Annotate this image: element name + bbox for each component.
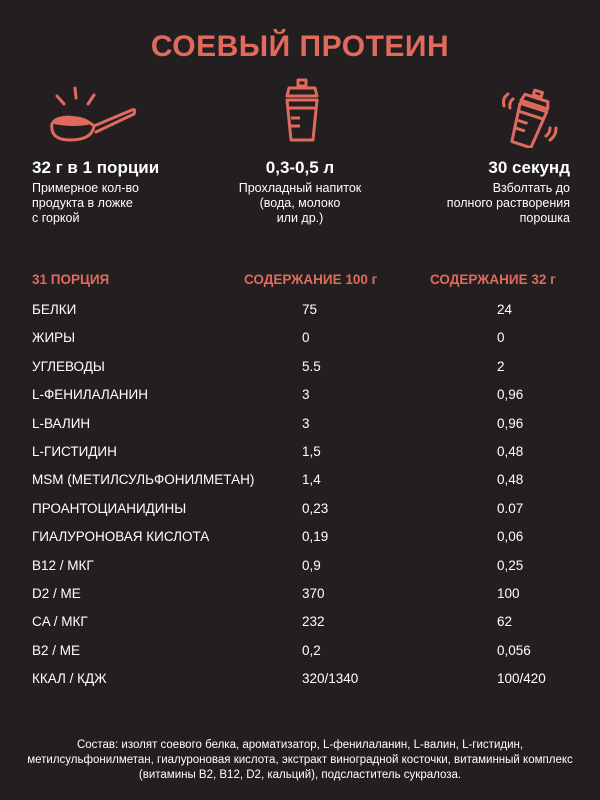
nutrition-table — [32, 268, 572, 693]
liquid-description: Прохладный напиток (вода, молоко или др.) — [238, 181, 362, 225]
value-per-100g: 0,9 — [302, 557, 321, 573]
nutrient-name: L-ВАЛИН — [32, 415, 91, 431]
shaker-icon — [281, 78, 323, 144]
nutrient-name: БЕЛКИ — [32, 302, 77, 317]
value-per-100g: 75 — [302, 302, 318, 317]
nutrient-name: B12 / МКГ — [32, 557, 94, 573]
value-per-32g: 0,96 — [497, 387, 524, 403]
table-row — [32, 580, 572, 608]
value-per-100g: 0,2 — [302, 642, 321, 658]
table-row — [32, 438, 572, 466]
value-per-100g: 3 — [302, 387, 310, 403]
nutrient-name: ПРОАНТОЦИАНИДИНЫ — [32, 500, 187, 516]
nutrient-name: ГИАЛУРОНОВАЯ КИСЛОТА — [32, 529, 210, 545]
composition-text: Состав: изолят соевого белка, ароматизатор, L-фенилаланин, L-валин, L-гистидин, метилсульфонилметан, гиалуроновая кислота, экстракт виноградной косточки, витаминный комплекс (витамины B2, B12, D2, кальций), подсластитель сукралоза. — [27, 739, 573, 781]
shake-description: Взболтать до полного растворения порошка — [446, 181, 570, 225]
portion-info — [32, 158, 159, 226]
value-per-100g: 0 — [302, 330, 310, 346]
value-per-100g: 370 — [302, 585, 325, 601]
nutrient-name: УГЛЕВОДЫ — [32, 358, 105, 374]
value-per-32g: 0,25 — [497, 557, 524, 573]
nutrient-name: MSM (МЕТИЛСУЛЬФОНИЛМЕТАН) — [32, 472, 255, 488]
value-per-32g: 0,48 — [497, 472, 524, 488]
table-row — [32, 353, 572, 381]
value-per-32g: 100 — [497, 585, 520, 601]
value-per-100g: 0,19 — [302, 529, 329, 545]
table-row — [32, 665, 572, 693]
nutrient-name: CA / МКГ — [32, 614, 88, 630]
value-per-100g: 5.5 — [302, 358, 321, 374]
value-per-100g: 0,23 — [302, 500, 329, 516]
table-row — [32, 637, 572, 665]
value-per-32g: 0,96 — [497, 415, 524, 431]
header-portions: 31 ПОРЦИЯ — [32, 272, 110, 287]
shaking-icon — [500, 88, 560, 148]
table-row — [32, 466, 572, 494]
scoop-icon — [48, 86, 138, 144]
nutrient-name: B2 / МЕ — [32, 642, 81, 658]
header-per-32g: СОДЕРЖАНИЕ 32 г — [430, 272, 556, 287]
value-per-32g: 0,06 — [497, 529, 524, 545]
value-per-100g: 1,4 — [302, 472, 321, 488]
value-per-100g: 232 — [302, 614, 325, 630]
value-per-32g: 24 — [497, 302, 513, 317]
portion-description: Примерное кол-во продукта в ложке с горкой — [32, 181, 139, 225]
value-per-32g: 62 — [497, 614, 513, 630]
shake-heading: 30 секунд — [488, 158, 570, 177]
nutrient-name: ККАЛ / КДЖ — [32, 671, 107, 687]
page-title: СОЕВЫЙ ПРОТЕИН — [150, 30, 450, 63]
value-per-32g: 0,48 — [497, 443, 524, 459]
table-row — [32, 324, 572, 352]
table-row — [32, 608, 572, 636]
nutrient-name: L-ГИСТИДИН — [32, 443, 117, 459]
header-per-100g: СОДЕРЖАНИЕ 100 г — [244, 272, 378, 287]
value-per-100g: 3 — [302, 415, 310, 431]
portion-heading: 32 г в 1 порции — [32, 158, 160, 177]
table-row — [32, 381, 572, 409]
value-per-100g: 320/1340 — [302, 671, 359, 687]
value-per-32g: 0.07 — [497, 500, 524, 516]
nutrient-name: D2 / МЕ — [32, 585, 81, 601]
table-row — [32, 495, 572, 523]
nutrient-name: L-ФЕНИЛАЛАНИН — [32, 387, 148, 403]
shake-info — [447, 158, 570, 226]
value-per-32g: 0 — [497, 330, 505, 346]
table-row — [32, 552, 572, 580]
value-per-100g: 1,5 — [302, 443, 321, 459]
nutrient-name: ЖИРЫ — [32, 330, 76, 346]
liquid-heading: 0,3-0,5 л — [265, 158, 335, 177]
table-row — [32, 296, 572, 324]
value-per-32g: 2 — [497, 358, 505, 374]
table-header — [32, 268, 572, 296]
table-row — [32, 523, 572, 551]
table-row — [32, 410, 572, 438]
value-per-32g: 0,056 — [497, 642, 531, 658]
value-per-32g: 100/420 — [497, 671, 546, 687]
table-body — [32, 296, 572, 693]
liquid-info — [200, 158, 400, 226]
